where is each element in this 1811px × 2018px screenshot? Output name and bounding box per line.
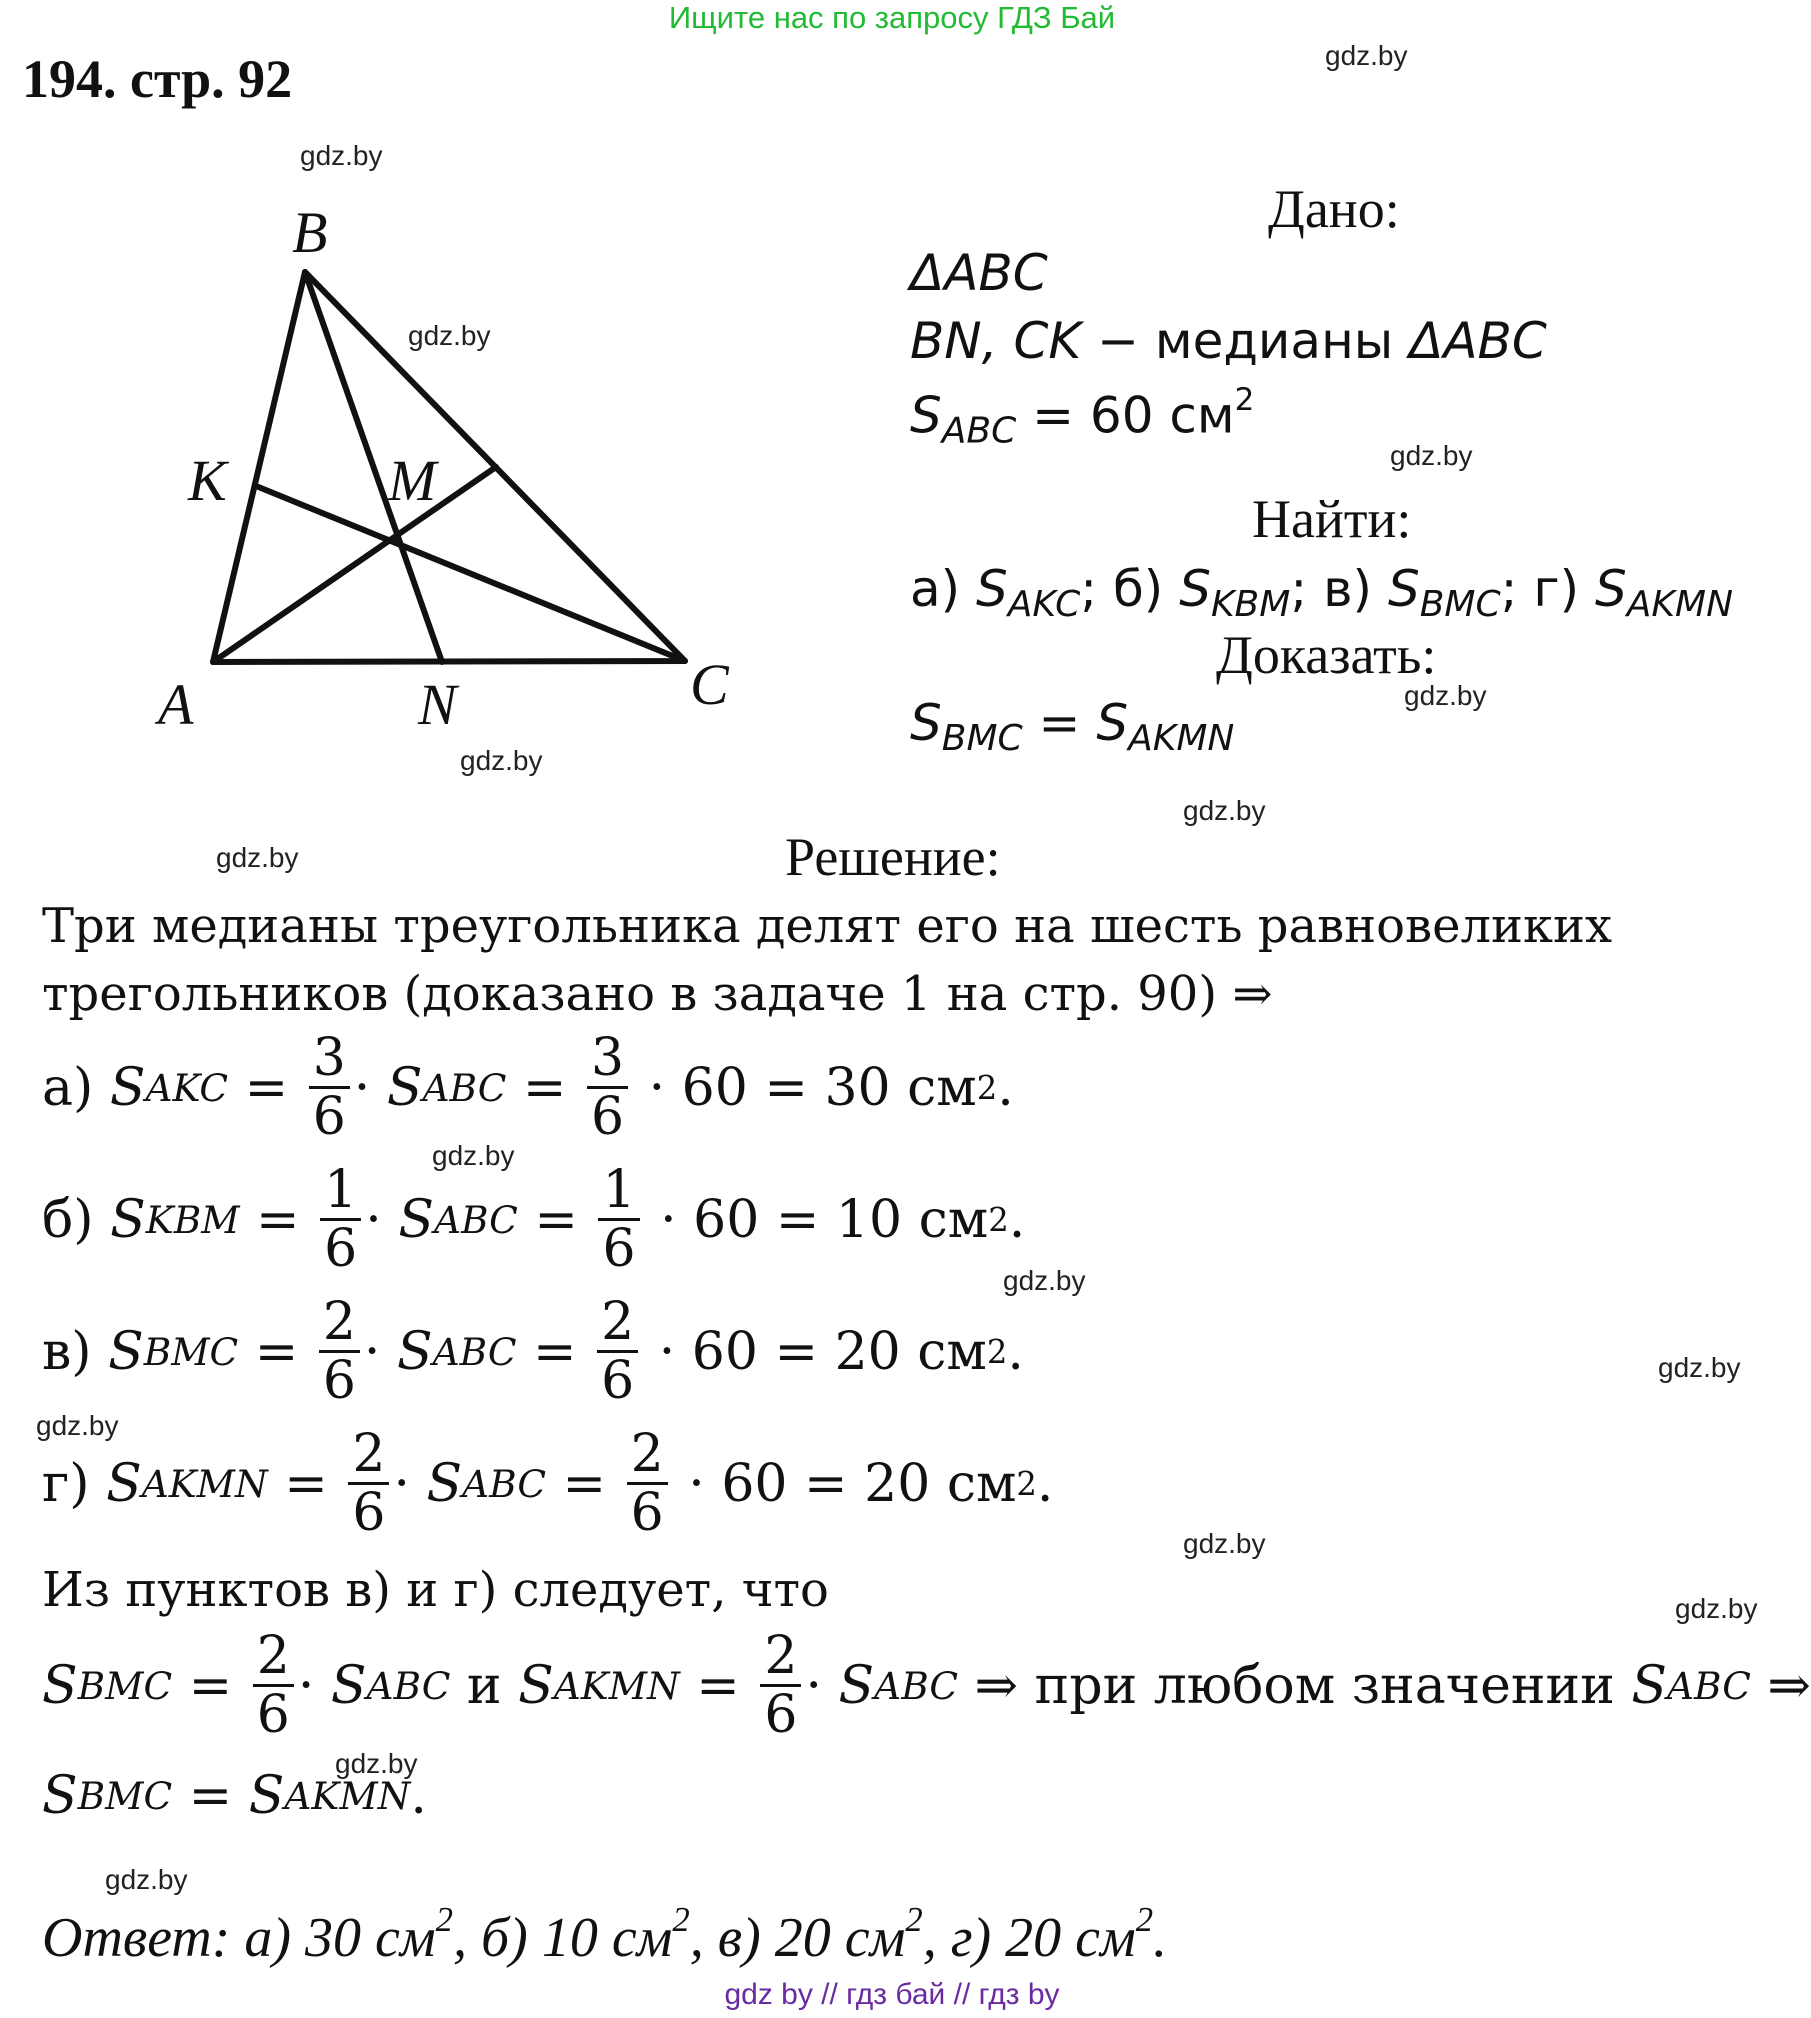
answer-end: . bbox=[1153, 1906, 1168, 1969]
item-end: . bbox=[1036, 1453, 1054, 1514]
item-sup: 2 bbox=[988, 1200, 1009, 1239]
item-result: · 60 = 30 см bbox=[632, 1057, 977, 1118]
solution-item-d: г) S AKMN = $\frac{2}{6}$ · S ABC = $\frac{2}{6}$ · 60 = 20 см 2 . bbox=[42, 1424, 1054, 1544]
solution-heading: Решение: bbox=[785, 827, 1001, 887]
area-subscript: ABC bbox=[941, 410, 1017, 452]
item-sup: 2 bbox=[986, 1332, 1008, 1371]
fraction-denominator: 6 bbox=[598, 1218, 639, 1277]
fraction bbox=[598, 1160, 639, 1280]
find-prefix: б) bbox=[1112, 560, 1180, 618]
item-prefix: г) bbox=[42, 1453, 107, 1514]
answer-sup: 2 bbox=[435, 1900, 453, 1939]
conclusion-final: S BMC = S AKMN . bbox=[42, 1766, 427, 1826]
find-item-c: в) $S_{BMC}$; bbox=[1323, 560, 1534, 626]
fraction bbox=[597, 1292, 638, 1412]
given-area bbox=[910, 382, 1254, 451]
conclusion-intro: Из пунктов в) и г) следует, что bbox=[42, 1562, 829, 1618]
watermark: gdz.by bbox=[300, 140, 383, 171]
fraction-numerator: 2 bbox=[601, 1292, 635, 1352]
item-sub: AKC bbox=[145, 1065, 229, 1110]
watermark: gdz.by bbox=[1325, 40, 1408, 71]
fraction-denominator: 6 bbox=[348, 1482, 389, 1541]
find-sub: AKMN bbox=[1626, 584, 1734, 626]
find-list bbox=[910, 560, 1733, 625]
given-medians bbox=[910, 312, 1547, 370]
watermark: gdz.by bbox=[1675, 1593, 1758, 1624]
solution-intro-line-1: Три медианы треугольника делят его на шесть равновеликих bbox=[42, 898, 1613, 954]
find-item-d: г) $S_{AKMN}$ bbox=[1533, 560, 1734, 626]
fraction-denominator: 6 bbox=[320, 1218, 361, 1277]
triangle-figure bbox=[0, 0, 760, 780]
medians-text: − медианы bbox=[1081, 312, 1410, 370]
watermark: gdz.by bbox=[1003, 1265, 1086, 1296]
watermark: gdz.by bbox=[36, 1410, 119, 1441]
area-value: = 60 см bbox=[1016, 386, 1235, 445]
fraction-denominator: 6 bbox=[253, 1684, 294, 1743]
fraction-numerator: 2 bbox=[322, 1292, 356, 1352]
fraction-numerator: 3 bbox=[312, 1028, 346, 1088]
fraction-numerator: 2 bbox=[352, 1424, 386, 1484]
search-banner: Ищите нас по запросу ГДЗ Бай bbox=[668, 0, 1116, 35]
point-label-n: N bbox=[418, 672, 457, 737]
find-prefix: в) bbox=[1323, 560, 1388, 618]
given-heading: Дано: bbox=[1268, 179, 1400, 239]
item-result: · 60 = 10 см bbox=[643, 1189, 989, 1250]
fraction bbox=[309, 1028, 350, 1148]
item-sub: AKMN bbox=[141, 1461, 268, 1506]
fraction bbox=[627, 1424, 668, 1544]
solution-item-a: а) S AKC = $\frac{3}{6}$ · S ABC = $\frac{3}{6}$ · 60 = 30 см 2 . bbox=[42, 1028, 1014, 1148]
watermark: gdz.by bbox=[408, 320, 491, 351]
item-end: . bbox=[1007, 1321, 1024, 1382]
fraction bbox=[253, 1626, 294, 1746]
find-sub: AKC bbox=[1007, 584, 1081, 626]
conclusion-sub: BMC bbox=[77, 1774, 173, 1818]
find-prefix: а) bbox=[910, 560, 977, 618]
fraction-denominator: 6 bbox=[627, 1482, 668, 1541]
prove-left-sub: BMC bbox=[941, 718, 1023, 760]
fraction bbox=[348, 1424, 389, 1544]
prove-eq: = bbox=[1022, 694, 1097, 752]
find-item-b: б) $S_{KBM}$; bbox=[1112, 560, 1324, 626]
problem-title: 194. стр. 92 bbox=[22, 49, 293, 109]
vertex-label-k: K bbox=[188, 448, 227, 513]
answer-d: , г) 20 см bbox=[922, 1906, 1136, 1969]
median-ck bbox=[256, 486, 685, 661]
fraction-denominator: 6 bbox=[319, 1350, 360, 1409]
fraction-denominator: 6 bbox=[760, 1684, 801, 1743]
vertex-label-a: A bbox=[158, 672, 194, 737]
find-sep: ; bbox=[1500, 560, 1534, 618]
item-sup: 2 bbox=[1016, 1464, 1037, 1503]
watermark: gdz.by bbox=[1390, 440, 1473, 471]
watermark: gdz.by bbox=[1404, 680, 1487, 711]
item-prefix: б) bbox=[42, 1189, 111, 1250]
fraction-numerator: 1 bbox=[324, 1160, 358, 1220]
answer-line bbox=[42, 1900, 1167, 1970]
prove-heading: Доказать: bbox=[1216, 625, 1437, 685]
fraction-numerator: 1 bbox=[602, 1160, 636, 1220]
watermark: gdz.by bbox=[432, 1140, 515, 1171]
fraction-numerator: 3 bbox=[590, 1028, 625, 1088]
watermark: gdz.by bbox=[1183, 1528, 1266, 1559]
conclusion-line: S BMC = $\frac{2}{6}$ · S ABC и S AKMN = $\frac{2}{6}$ · S ABC ⇒ при любом значении S ABC ⇒ bbox=[42, 1626, 1811, 1746]
watermark: gdz.by bbox=[105, 1864, 188, 1895]
medians-triangle: ΔABC bbox=[1409, 312, 1547, 370]
fraction-numerator: 2 bbox=[630, 1424, 664, 1484]
answer-b: , б) 10 см bbox=[453, 1906, 673, 1969]
answer-sup: 2 bbox=[905, 1900, 923, 1939]
conclusion-sub: ABC bbox=[1667, 1663, 1751, 1708]
fraction bbox=[319, 1292, 360, 1412]
find-sep: ; bbox=[1290, 560, 1324, 618]
footer-links: gdz by // гдз бай // гдз by bbox=[724, 1978, 1060, 2011]
item-result: · 60 = 20 см bbox=[671, 1453, 1017, 1514]
prove-statement: $S_{BMC} = S_{AKMN}$ bbox=[910, 694, 1235, 760]
conclusion-arrow: ⇒ bbox=[1750, 1655, 1811, 1716]
conclusion-tail: ⇒ при любом значении bbox=[958, 1655, 1632, 1716]
solution-intro-line-2: трегольников (доказано в задаче 1 на стр. 90) ⇒ bbox=[42, 966, 1273, 1022]
conclusion-sub: BMC bbox=[77, 1663, 173, 1708]
item-sub: KBM bbox=[145, 1197, 240, 1242]
item-result: · 60 = 20 см bbox=[642, 1321, 987, 1382]
watermark: gdz.by bbox=[460, 745, 543, 776]
fraction bbox=[760, 1626, 801, 1746]
fraction bbox=[587, 1028, 628, 1148]
item-prefix: а) bbox=[42, 1057, 110, 1118]
given-triangle: ΔABC bbox=[910, 244, 1048, 302]
conclusion-end: . bbox=[410, 1766, 427, 1826]
answer-a: Ответ: а) 30 см bbox=[42, 1906, 436, 1969]
fraction-denominator: 6 bbox=[597, 1350, 638, 1409]
watermark: gdz.by bbox=[216, 842, 299, 873]
fraction-denominator: 6 bbox=[309, 1086, 350, 1145]
area-superscript: 2 bbox=[1234, 382, 1255, 418]
medians-vars: BN, CK bbox=[910, 312, 1082, 370]
vertex-label-c: C bbox=[690, 652, 729, 717]
triangle-abc bbox=[213, 272, 685, 662]
answer-c: , в) 20 см bbox=[689, 1906, 906, 1969]
answer-sup: 2 bbox=[1135, 1900, 1154, 1939]
find-item-a: а) $S_{AKC}$; bbox=[910, 560, 1113, 626]
point-label-m: M bbox=[388, 448, 437, 513]
find-prefix: г) bbox=[1533, 560, 1596, 618]
find-sub: BMC bbox=[1419, 584, 1501, 626]
vertex-label-b: B bbox=[292, 200, 328, 265]
find-heading: Найти: bbox=[1252, 489, 1412, 549]
watermark: gdz.by bbox=[335, 1748, 418, 1779]
conclusion-and: и bbox=[450, 1655, 519, 1716]
item-end: . bbox=[997, 1057, 1014, 1118]
solution-item-c: в) S BMC = $\frac{2}{6}$ · S ABC = $\frac{2}{6}$ · 60 = 20 см 2 . bbox=[42, 1292, 1024, 1412]
watermark: gdz.by bbox=[1658, 1352, 1741, 1383]
solution-item-b: б) S KBM = $\frac{1}{6}$ · S ABC = $\frac{1}{6}$ · 60 = 10 см 2 . bbox=[42, 1160, 1026, 1280]
watermark: gdz.by bbox=[1183, 795, 1266, 826]
fraction-numerator: 2 bbox=[764, 1626, 798, 1686]
answer-sup: 2 bbox=[672, 1900, 690, 1939]
item-prefix: в) bbox=[42, 1321, 109, 1382]
find-sub: KBM bbox=[1210, 584, 1291, 626]
fraction bbox=[320, 1160, 361, 1280]
prove-right-sub: AKMN bbox=[1128, 718, 1235, 760]
fraction-numerator: 2 bbox=[256, 1626, 290, 1686]
item-sup: 2 bbox=[976, 1068, 998, 1107]
item-end: . bbox=[1008, 1189, 1026, 1250]
area-symbol: S bbox=[910, 386, 942, 445]
find-sep: ; bbox=[1080, 560, 1113, 618]
fraction-denominator: 6 bbox=[587, 1086, 628, 1145]
item-sub: BMC bbox=[143, 1329, 239, 1374]
conclusion-sub: AKMN bbox=[284, 1774, 411, 1818]
conclusion-sub: AKMN bbox=[553, 1663, 680, 1708]
